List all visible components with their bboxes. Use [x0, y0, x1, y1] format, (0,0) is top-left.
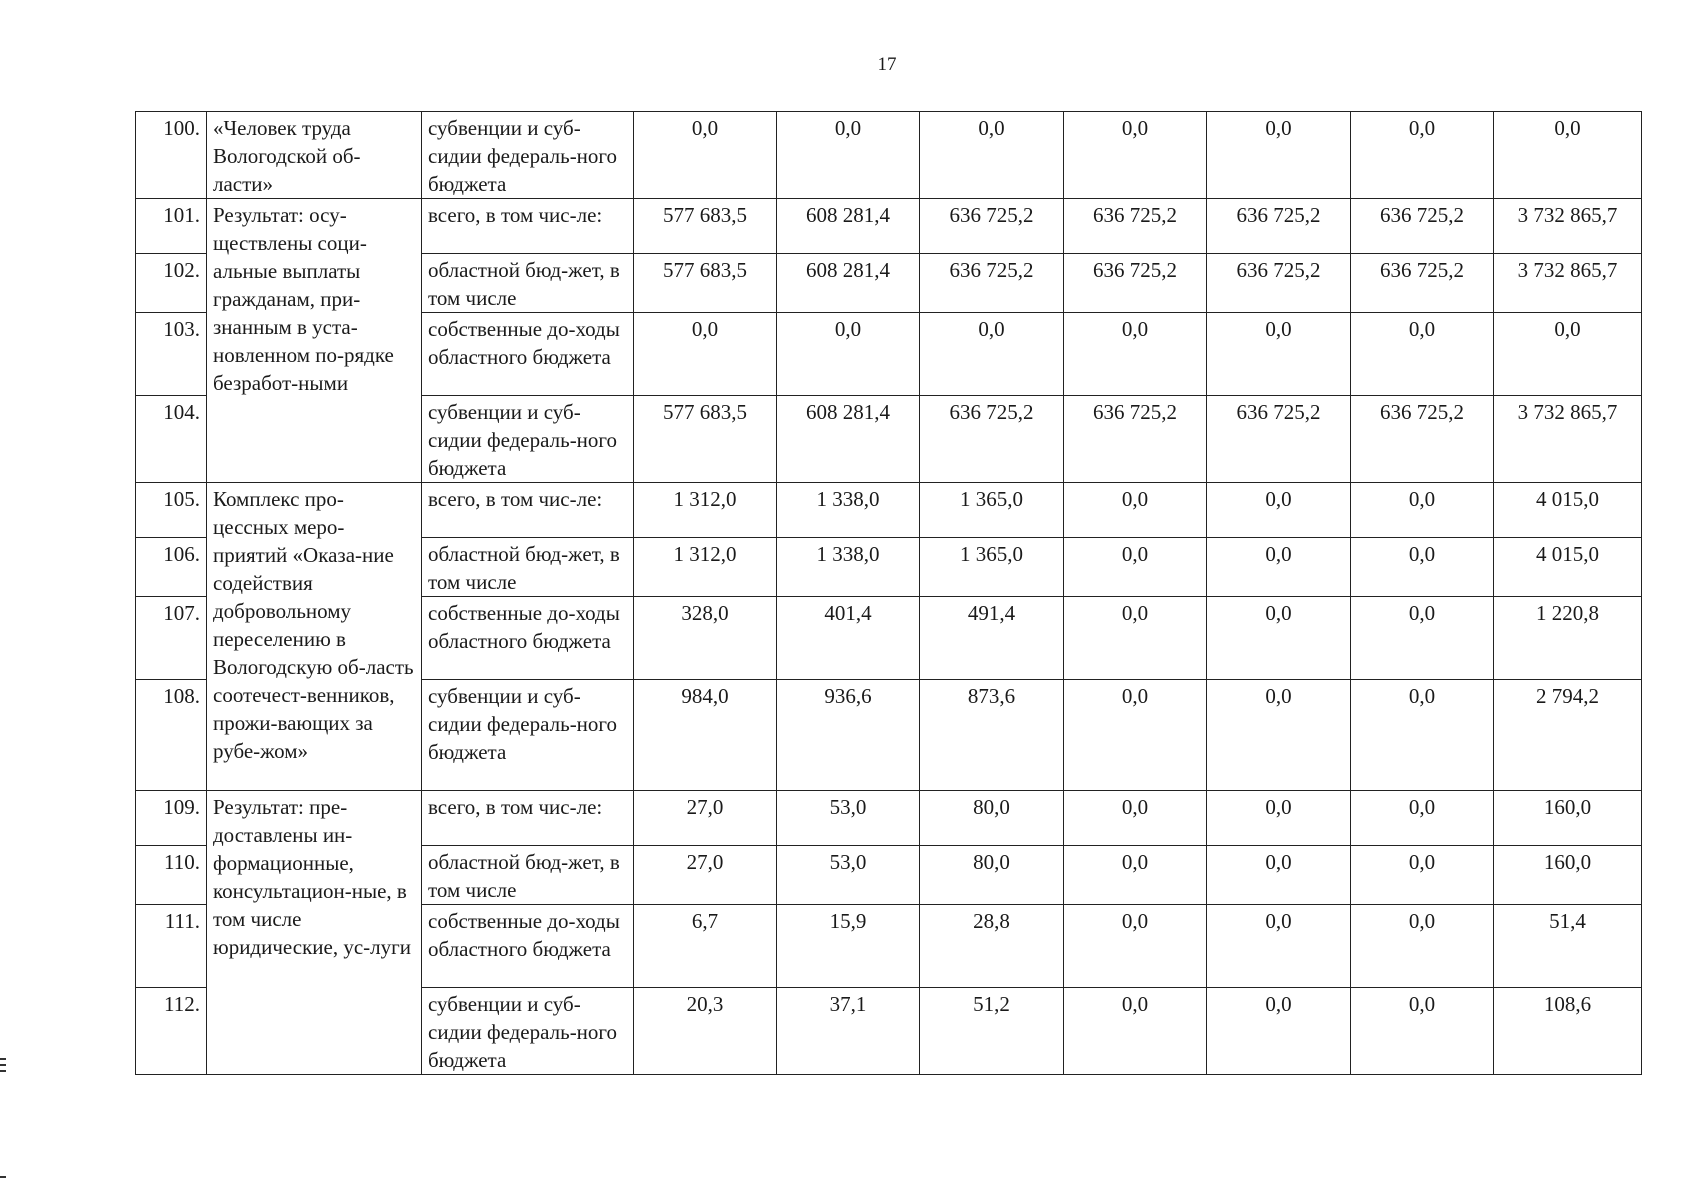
total-cell: 3 732 865,7	[1494, 396, 1642, 483]
value-cell: 0,0	[777, 313, 920, 396]
value-cell: 53,0	[777, 846, 920, 905]
value-cell: 37,1	[777, 988, 920, 1075]
value-cell: 1 338,0	[777, 483, 920, 538]
value-cell: 20,3	[634, 988, 777, 1075]
value-cell: 0,0	[1351, 791, 1494, 846]
value-cell: 0,0	[1351, 905, 1494, 988]
value-cell: 0,0	[1207, 597, 1351, 680]
program-name: Результат: осу-ществлены соци-альные выплаты гражданам, при-знанным в уста-новленном по-рядке безработ-ными	[207, 199, 422, 483]
row-number: 110.	[136, 846, 207, 905]
total-cell: 1 220,8	[1494, 597, 1642, 680]
row-number: 101.	[136, 199, 207, 254]
value-cell: 0,0	[1351, 313, 1494, 396]
row-number: 104.	[136, 396, 207, 483]
value-cell: 608 281,4	[777, 254, 920, 313]
value-cell: 0,0	[1351, 988, 1494, 1075]
funding-source: собственные до-ходы областного бюджета	[422, 905, 634, 988]
value-cell: 636 725,2	[1207, 396, 1351, 483]
value-cell: 0,0	[1207, 538, 1351, 597]
value-cell: 636 725,2	[1064, 396, 1207, 483]
row-number: 111.	[136, 905, 207, 988]
table-row	[136, 483, 1642, 538]
value-cell: 53,0	[777, 791, 920, 846]
row-number: 100.	[136, 112, 207, 199]
value-cell: 608 281,4	[777, 396, 920, 483]
row-number: 109.	[136, 791, 207, 846]
total-cell: 160,0	[1494, 846, 1642, 905]
value-cell: 0,0	[920, 313, 1064, 396]
page-number: 17	[877, 54, 897, 75]
value-cell: 15,9	[777, 905, 920, 988]
funding-source: субвенции и суб-сидии федераль-ного бюджета	[422, 988, 634, 1075]
value-cell: 0,0	[1064, 905, 1207, 988]
value-cell: 577 683,5	[634, 254, 777, 313]
value-cell: 0,0	[1064, 988, 1207, 1075]
value-cell: 0,0	[1064, 538, 1207, 597]
value-cell: 27,0	[634, 846, 777, 905]
value-cell: 636 725,2	[1351, 199, 1494, 254]
value-cell: 0,0	[1351, 680, 1494, 791]
total-cell: 3 732 865,7	[1494, 254, 1642, 313]
value-cell: 0,0	[1207, 905, 1351, 988]
funding-source: субвенции и суб-сидии федераль-ного бюджета	[422, 396, 634, 483]
total-cell: 108,6	[1494, 988, 1642, 1075]
value-cell: 636 725,2	[1064, 254, 1207, 313]
value-cell: 0,0	[1207, 483, 1351, 538]
funding-source: собственные до-ходы областного бюджета	[422, 313, 634, 396]
value-cell: 984,0	[634, 680, 777, 791]
funding-source: субвенции и суб-сидии федераль-ного бюджета	[422, 112, 634, 199]
value-cell: 577 683,5	[634, 199, 777, 254]
value-cell: 491,4	[920, 597, 1064, 680]
value-cell: 0,0	[1064, 313, 1207, 396]
value-cell: 636 725,2	[1064, 199, 1207, 254]
total-cell: 0,0	[1494, 313, 1642, 396]
row-number: 108.	[136, 680, 207, 791]
value-cell: 0,0	[1064, 791, 1207, 846]
value-cell: 80,0	[920, 791, 1064, 846]
scan-edge-mark	[0, 1176, 6, 1178]
value-cell: 0,0	[1064, 483, 1207, 538]
value-cell: 608 281,4	[777, 199, 920, 254]
value-cell: 0,0	[1351, 538, 1494, 597]
value-cell: 0,0	[1064, 680, 1207, 791]
funding-source: всего, в том чис-ле:	[422, 483, 634, 538]
value-cell: 0,0	[777, 112, 920, 199]
row-number: 102.	[136, 254, 207, 313]
table-row	[136, 791, 1642, 846]
value-cell: 0,0	[1207, 846, 1351, 905]
value-cell: 636 725,2	[1351, 254, 1494, 313]
value-cell: 401,4	[777, 597, 920, 680]
value-cell: 27,0	[634, 791, 777, 846]
row-number: 103.	[136, 313, 207, 396]
scan-edge-mark	[0, 1070, 6, 1072]
value-cell: 0,0	[634, 313, 777, 396]
program-name: Комплекс про-цессных меро-приятий «Оказа-ние содействия добровольному переселению в Вологодскую об-ласть соотечест-венников, прожи-вающих за рубе-жом»	[207, 483, 422, 791]
budget-table	[135, 111, 1642, 1075]
row-number: 106.	[136, 538, 207, 597]
value-cell: 936,6	[777, 680, 920, 791]
total-cell: 160,0	[1494, 791, 1642, 846]
value-cell: 28,8	[920, 905, 1064, 988]
funding-source: областной бюд-жет, в том числе	[422, 846, 634, 905]
value-cell: 636 725,2	[920, 254, 1064, 313]
value-cell: 636 725,2	[920, 199, 1064, 254]
row-number: 105.	[136, 483, 207, 538]
value-cell: 0,0	[1351, 846, 1494, 905]
total-cell: 4 015,0	[1494, 483, 1642, 538]
value-cell: 873,6	[920, 680, 1064, 791]
value-cell: 328,0	[634, 597, 777, 680]
table-row	[136, 112, 1642, 199]
value-cell: 0,0	[1207, 988, 1351, 1075]
scan-edge-mark	[0, 1058, 6, 1060]
table-row	[136, 199, 1642, 254]
funding-source: областной бюд-жет, в том числе	[422, 254, 634, 313]
total-cell: 4 015,0	[1494, 538, 1642, 597]
program-name: «Человек труда Вологодской об-ласти»	[207, 112, 422, 199]
program-name: Результат: пре-доставлены ин-формационные, консультацион-ные, в том числе юридические, ус-луги	[207, 791, 422, 1075]
row-number: 107.	[136, 597, 207, 680]
funding-source: всего, в том чис-ле:	[422, 199, 634, 254]
value-cell: 0,0	[1207, 791, 1351, 846]
value-cell: 636 725,2	[1351, 396, 1494, 483]
total-cell: 0,0	[1494, 112, 1642, 199]
total-cell: 3 732 865,7	[1494, 199, 1642, 254]
funding-source: всего, в том чис-ле:	[422, 791, 634, 846]
value-cell: 1 365,0	[920, 538, 1064, 597]
value-cell: 1 312,0	[634, 538, 777, 597]
total-cell: 2 794,2	[1494, 680, 1642, 791]
value-cell: 6,7	[634, 905, 777, 988]
value-cell: 0,0	[1351, 112, 1494, 199]
value-cell: 0,0	[634, 112, 777, 199]
funding-source: субвенции и суб-сидии федераль-ного бюджета	[422, 680, 634, 791]
value-cell: 577 683,5	[634, 396, 777, 483]
row-number: 112.	[136, 988, 207, 1075]
scan-edge-mark	[0, 1064, 6, 1066]
value-cell: 80,0	[920, 846, 1064, 905]
value-cell: 0,0	[1351, 483, 1494, 538]
total-cell: 51,4	[1494, 905, 1642, 988]
value-cell: 636 725,2	[1207, 199, 1351, 254]
value-cell: 0,0	[1207, 313, 1351, 396]
value-cell: 0,0	[920, 112, 1064, 199]
value-cell: 1 365,0	[920, 483, 1064, 538]
value-cell: 636 725,2	[1207, 254, 1351, 313]
value-cell: 0,0	[1064, 846, 1207, 905]
funding-source: собственные до-ходы областного бюджета	[422, 597, 634, 680]
value-cell: 0,0	[1207, 680, 1351, 791]
value-cell: 636 725,2	[920, 396, 1064, 483]
value-cell: 0,0	[1207, 112, 1351, 199]
value-cell: 0,0	[1064, 112, 1207, 199]
value-cell: 1 338,0	[777, 538, 920, 597]
value-cell: 51,2	[920, 988, 1064, 1075]
value-cell: 0,0	[1064, 597, 1207, 680]
value-cell: 1 312,0	[634, 483, 777, 538]
funding-source: областной бюд-жет, в том числе	[422, 538, 634, 597]
value-cell: 0,0	[1351, 597, 1494, 680]
